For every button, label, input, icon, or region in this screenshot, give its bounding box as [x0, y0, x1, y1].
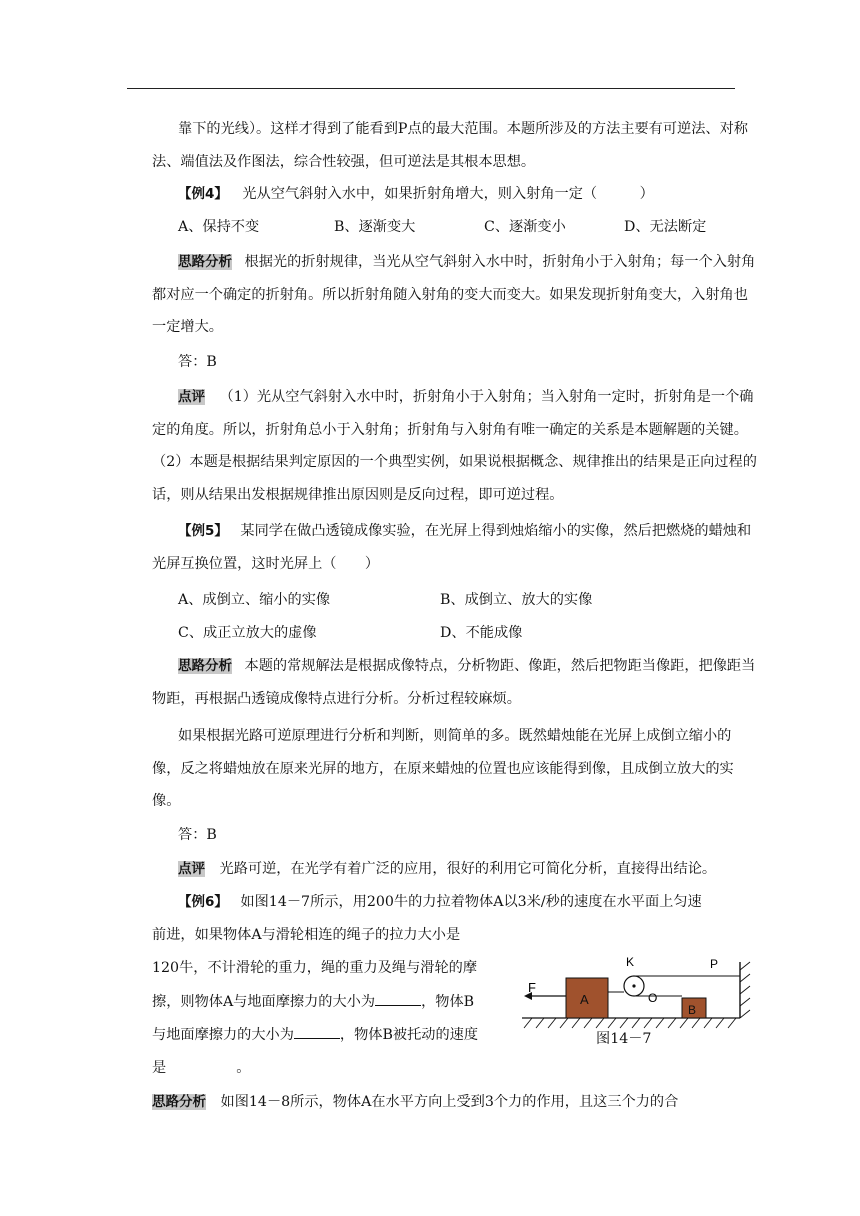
option-a: A、成倒立、缩小的实像 [178, 592, 331, 608]
example-4-options [178, 217, 706, 237]
analysis-text: 根据光的折射规律，当光从空气斜射入水中时，折射角小于入射角；每一个入射角都对应一个确定的折射角。所以折射角随入射角的变大而变大。如果发现折射角变大，入射角也一定增大。 [152, 254, 756, 336]
ground-hatch [524, 1018, 736, 1028]
analysis-tag: 思路分析 [178, 254, 232, 270]
comment-tag: 点评 [178, 389, 205, 405]
option-b: B、逐渐变大 [334, 219, 416, 235]
comment-tag: 点评 [178, 861, 205, 877]
example-5-answer: 答：B [178, 827, 217, 843]
option-c: C、逐渐变小 [484, 219, 566, 235]
example-4-text: 光从空气斜射入水中，如果折射角增大，则入射角一定（ ） [242, 186, 654, 202]
example-4-question [178, 184, 654, 204]
example-5-tag: 【例5】 [178, 523, 228, 539]
wall-hatch [740, 962, 750, 1018]
example-4-tag: 【例4】 [178, 186, 228, 202]
label-K: K [626, 955, 635, 969]
label-P: P [710, 957, 719, 971]
comment-text: （1）光从空气斜射入水中时，折射角小于入射角；当入射角一定时，折射角是一个确定的角度。所以，折射角总小于入射角；折射角与入射角有唯一确定的关系是本题解题的关键。（2）本题是根据结果判定原因的一个典型实例，如果说根据概念、规律推出的结果是正向过程的话，则从结果出发根据规律推出原因则是反向过程，即可逆过程。 [152, 389, 757, 504]
analysis-text: 本题的常规解法是根据成像特点，分析物距、像距，然后把物距当像距，把像距当物距，再根据凸透镜成像特点进行分析。分析过程较麻烦。 [152, 658, 756, 707]
example-6-line-5 [152, 1024, 478, 1045]
intro-paragraph: 靠下的光线）。这样才得到了能看到P点的最大范围。本题所涉及的方法主要有可逆法、对称法、端值法及作图法，综合性较强，但可逆法是其根本思想。 [152, 121, 748, 170]
analysis-tag: 思路分析 [178, 658, 232, 674]
line-4-text-a: 擦，则物体A与地面摩擦力的大小为 [152, 994, 376, 1010]
analysis-text: 如图14－8所示，物体A在水平方向上受到3个力的作用，且这三个力的合 [220, 1094, 679, 1110]
line-6-text: 是 [152, 1060, 167, 1076]
option-b: B、成倒立、放大的实像 [440, 592, 593, 608]
friction-b-blank[interactable] [294, 1024, 340, 1039]
example-5-comment [178, 859, 716, 879]
figure-caption: 图14－7 [596, 1031, 652, 1047]
label-A: A [580, 992, 589, 1007]
example-4-answer: 答：B [178, 354, 217, 370]
example-6-analysis [152, 1092, 678, 1112]
pulley-axle [632, 984, 635, 987]
example-6-text: 如图14－7所示，用200牛的力拉着物体A以3米/秒的速度在水平面上匀速 [240, 894, 702, 910]
example-6-line-6 [152, 1058, 250, 1078]
friction-a-blank[interactable] [375, 991, 421, 1006]
example-4-analysis [152, 246, 757, 344]
line-5-text-a: 与地面摩擦力的大小为 [152, 1027, 294, 1043]
example-5-text: 某同学在做凸透镜成像实验，在光屏上得到烛焰缩小的实像，然后把燃烧的蜡烛和光屏互换位置，这时光屏上（ ） [152, 523, 752, 572]
comment-text: 光路可逆，在光学有着广泛的应用，很好的利用它可简化分析，直接得出结论。 [219, 861, 717, 877]
example-6-tag: 【例6】 [178, 894, 228, 910]
example-5-options-row1 [178, 590, 592, 610]
header-rule [127, 88, 735, 89]
option-c: C、成正立放大的虚像 [178, 625, 317, 641]
example-5-options-row2 [178, 623, 522, 643]
example-5-question [152, 515, 757, 580]
line-5-text-b: ，物体B被托动的速度 [339, 1027, 479, 1043]
label-B: B [688, 1003, 697, 1017]
example-5-analysis-2: 如果根据光路可逆原理进行分析和判断，则简单的多。既然蜡烛能在光屏上成倒立缩小的像，反之将蜡烛放在原来光屏的地方，在原来蜡烛的位置也应该能得到像，且成倒立放大的实像。 [152, 728, 734, 810]
example-6-line-2: 前进，如果物体A与滑轮相连的绳子的拉力大小是 [152, 927, 461, 943]
label-O: O [648, 991, 658, 1005]
example-5-analysis [152, 650, 757, 715]
line-4-text-b: ，物体B [421, 994, 475, 1010]
example-6-line-1 [178, 892, 702, 912]
label-F: F [528, 980, 536, 995]
option-d: D、不能成像 [440, 625, 523, 641]
option-d: D、无法断定 [624, 219, 707, 235]
option-a: A、保持不变 [178, 219, 260, 235]
velocity-blank[interactable] [166, 1058, 236, 1072]
line-6-period: 。 [236, 1060, 251, 1076]
example-6-line-4 [152, 991, 474, 1012]
example-6-line-3: 120牛，不计滑轮的重力，绳的重力及绳与滑轮的摩 [152, 960, 478, 976]
analysis-tag: 思路分析 [152, 1094, 206, 1110]
example-4-comment [152, 381, 757, 512]
